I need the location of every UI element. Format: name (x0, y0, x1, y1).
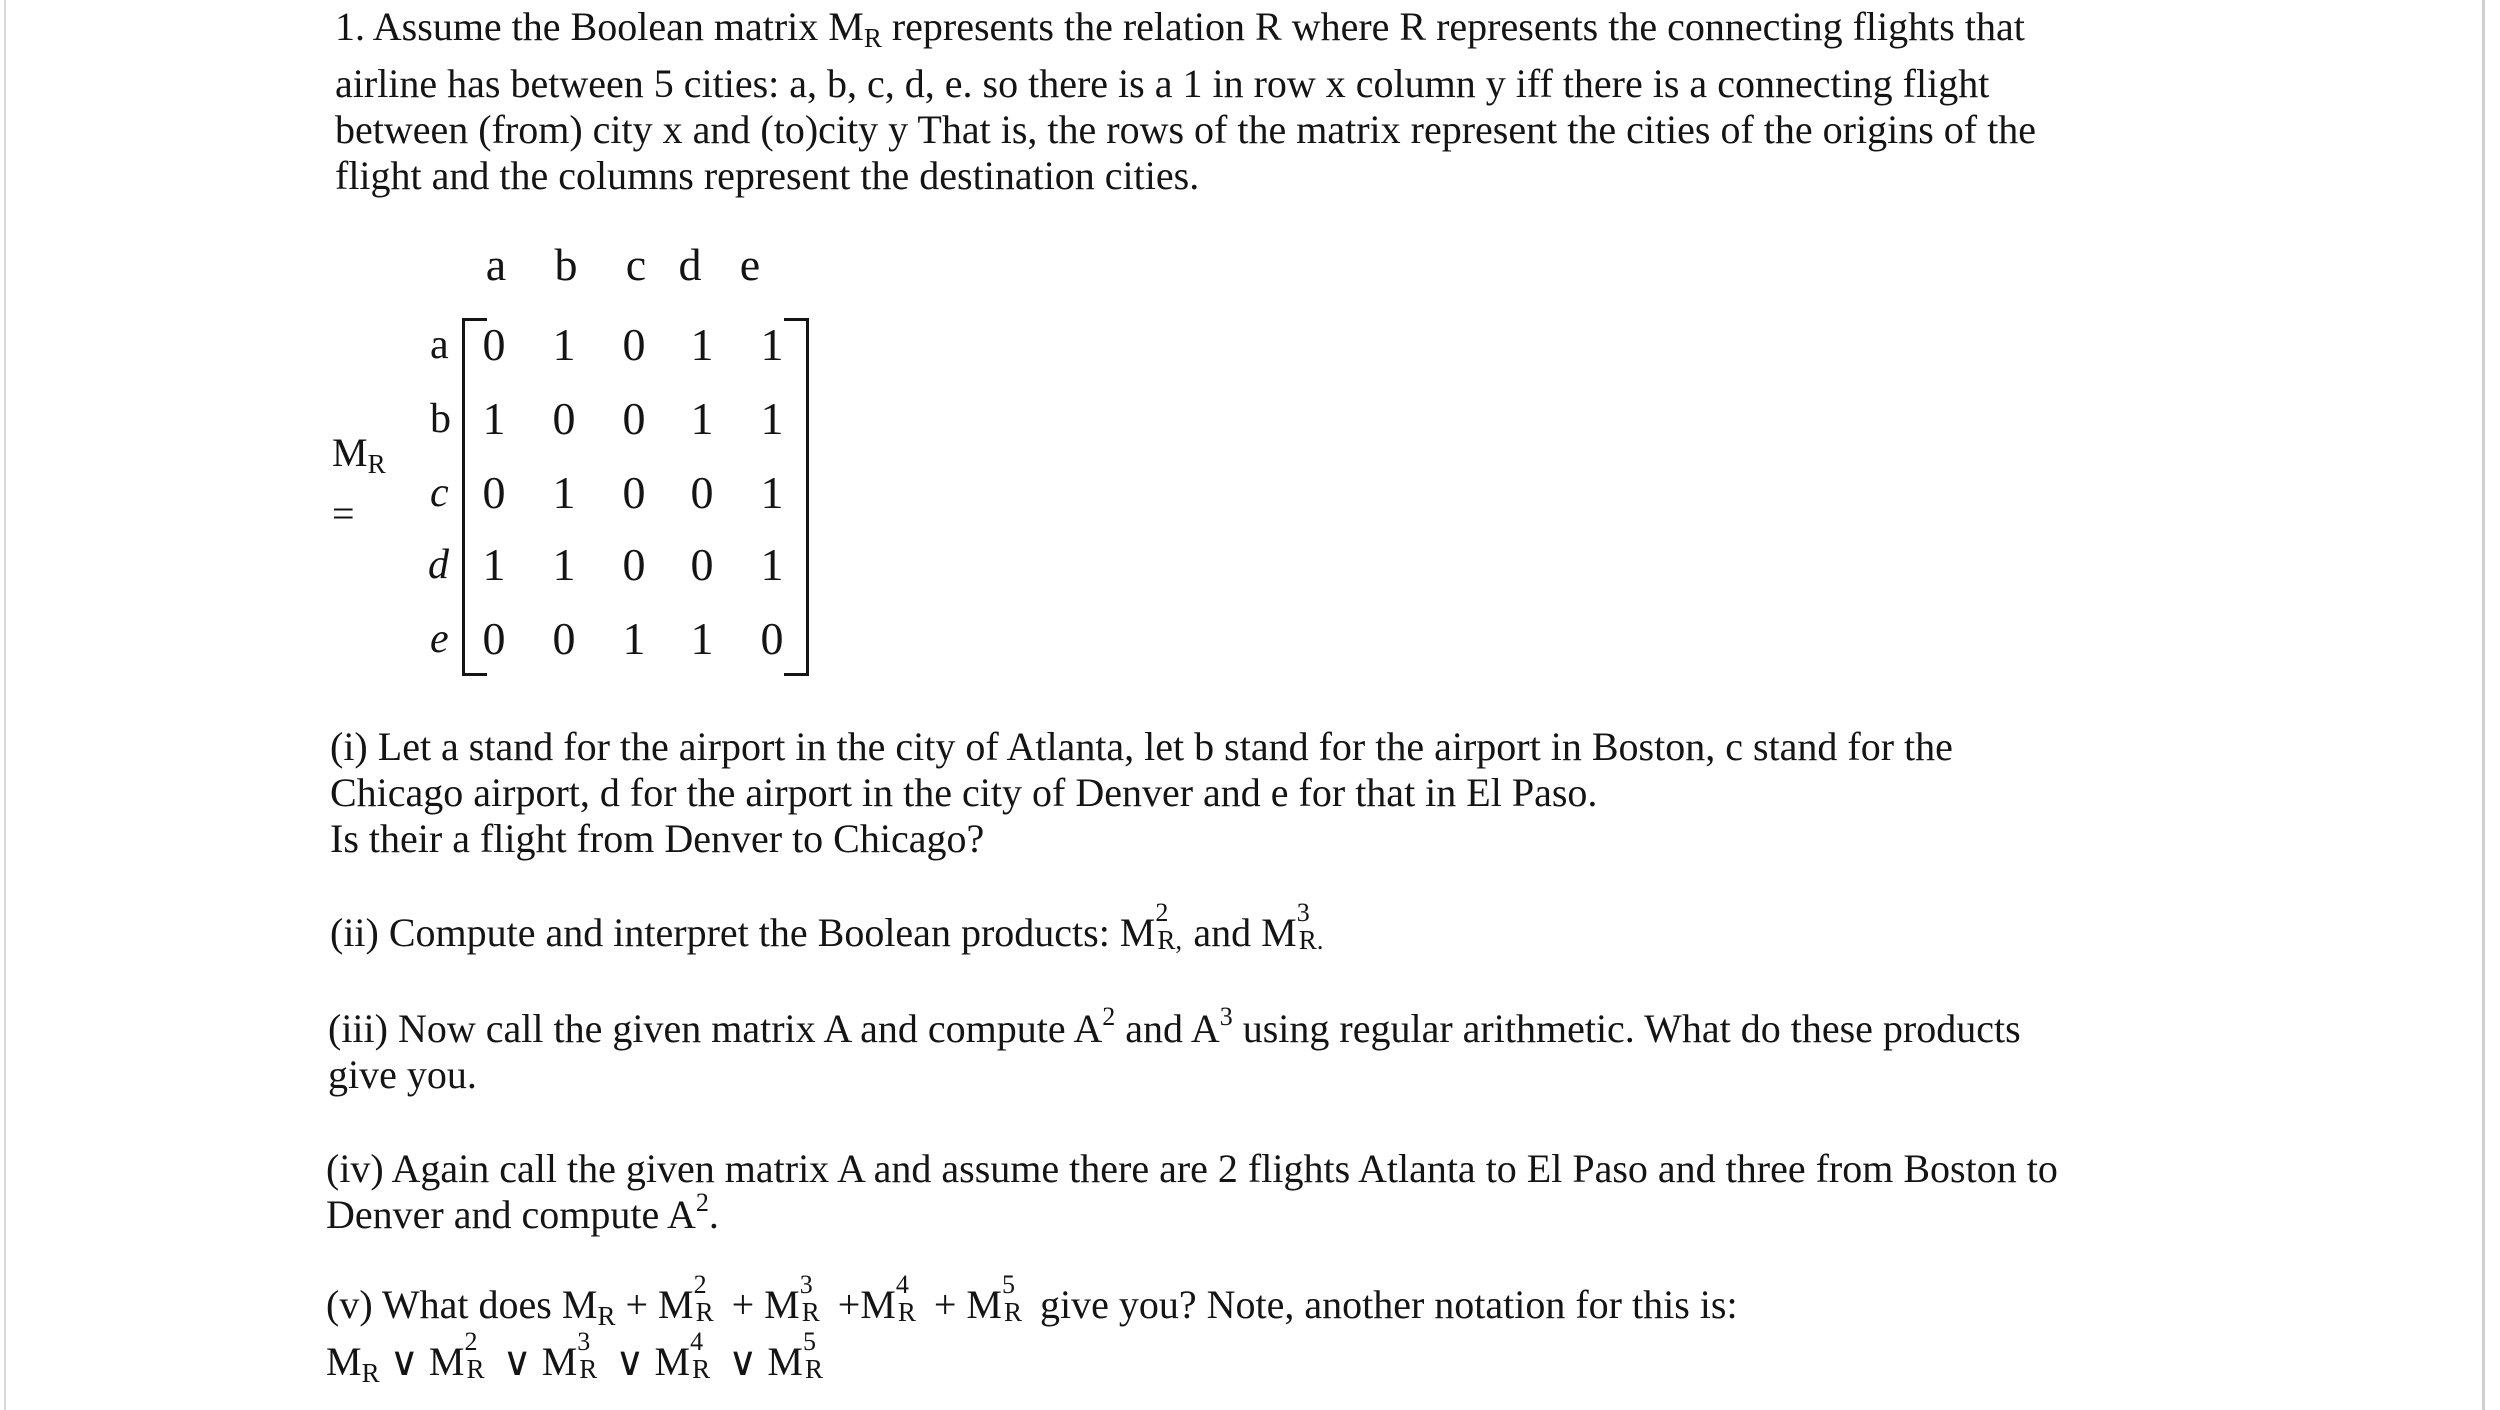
intro-line-4: flight and the columns represent the destination cities. (335, 153, 1200, 198)
matrix-cell: 0 (482, 467, 506, 518)
matrix-cell: 1 (760, 539, 784, 590)
matrix-cell: 1 (552, 319, 576, 370)
problem-intro (335, 4, 2036, 199)
matrix-cell: 0 (552, 613, 576, 664)
matrix-cell: 0 (690, 467, 714, 518)
question-iv: (iv) Again call the given matrix A and assume there are 2 flights Atlanta to El Paso and three from Boston to Denver and compute $A^2$. (326, 1146, 2058, 1237)
column-header-e: e (739, 239, 761, 290)
matrix-cell: 0 (482, 319, 506, 370)
row-label-c: c (430, 470, 449, 516)
question-i-line-1: (i) Let a stand for the airport in the city of Atlanta, let b stand for the airport in Boston, c stand for the (330, 724, 1953, 769)
question-v: (v) What does $M_R + M$ 2 R + M 3 R +M 4 R + M 5 R give you? Note, another notation for this is: $M_R$ ∨ M 2 R ∨ M 3 R ∨ M 4 R ∨ M 5 R (326, 1270, 1738, 1388)
matrix-cell: 1 (690, 613, 714, 664)
column-header-a: a (485, 239, 507, 290)
matrix-cell: 0 (690, 539, 714, 590)
row-label-d: d (428, 542, 449, 588)
page-left-edge (4, 0, 6, 1410)
matrix-cell: 0 (760, 613, 784, 664)
matrix-cell: 0 (622, 539, 646, 590)
question-i (330, 724, 1953, 862)
matrix-label: $M_R$ = (332, 430, 386, 536)
question-ii: (ii) Compute and interpret the Boolean products: M 2 R, and M 3 R. (330, 898, 1324, 955)
question-i-line-2: Chicago airport, d for the airport in the city of Denver and e for that in El Paso. (330, 770, 1598, 815)
intro-line-2: airline has between 5 cities: a, b, c, d, e. so there is a 1 in row x column y iff there is a connecting flight (335, 61, 1990, 106)
column-header-d: d (678, 239, 702, 290)
matrix-cell: 1 (760, 467, 784, 518)
column-header-b: b (554, 239, 578, 290)
matrix-cell: 1 (622, 613, 646, 664)
matrix-cell: 1 (482, 393, 506, 444)
question-i-line-3: Is their a flight from Denver to Chicago? (330, 816, 985, 861)
matrix-cell: 1 (552, 467, 576, 518)
matrix-cell: 1 (760, 393, 784, 444)
matrix-cell: 1 (482, 539, 506, 590)
matrix-cell: 0 (482, 613, 506, 664)
intro-line-1: 1. Assume the Boolean matrix $M_R$ represents the relation R where R represents the connecting flights that (335, 4, 2025, 53)
matrix-cell: 0 (622, 319, 646, 370)
matrix-cell: 0 (552, 393, 576, 444)
matrix-cell: 0 (622, 467, 646, 518)
question-iii: (iii) Now call the given matrix A and compute $A^2$ and $A^3$ using regular arithmetic. What do these products give you. (328, 1002, 2021, 1097)
matrix-cell: 1 (552, 539, 576, 590)
intro-line-3: between (from) city x and (to)city y That is, the rows of the matrix represent the cities of the origins of the (335, 107, 2036, 152)
matrix-cell: 1 (690, 319, 714, 370)
matrix-cell: 0 (622, 393, 646, 444)
row-label-b: b (430, 396, 451, 442)
column-header-c: c (625, 239, 647, 290)
matrix-cell: 1 (760, 319, 784, 370)
row-label-e: e (430, 616, 449, 662)
matrix-cell: 1 (690, 393, 714, 444)
row-label-a: a (430, 322, 449, 368)
page-right-edge (2482, 0, 2485, 1410)
